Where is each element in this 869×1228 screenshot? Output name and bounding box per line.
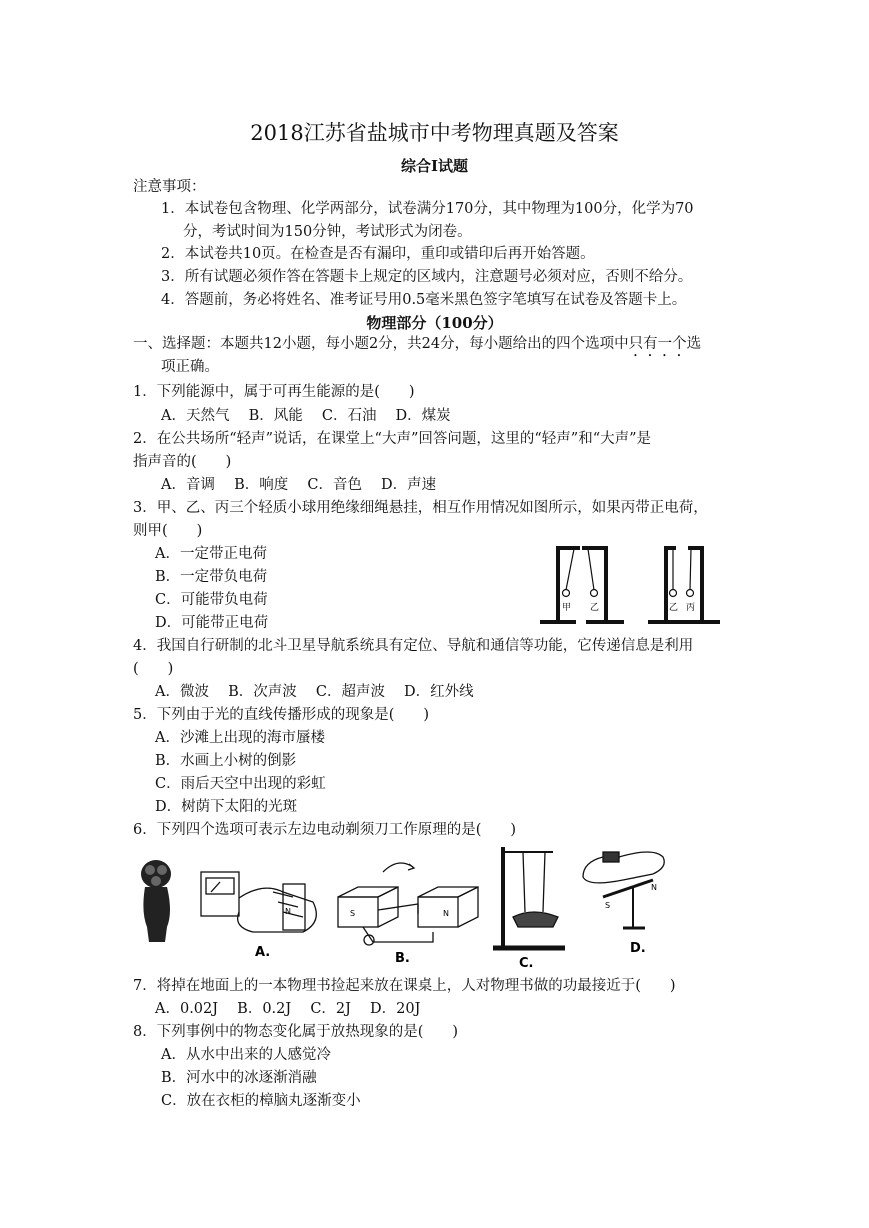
- question-8-option-b: B．河水中的冰逐渐消融: [161, 1070, 317, 1086]
- question-3-option-d: D．可能带正电荷: [155, 615, 269, 631]
- question-5-option-c: C．雨后天空中出现的彩虹: [155, 776, 326, 792]
- question-1-options: A．天然气 B．风能 C．石油 D．煤炭: [161, 408, 451, 424]
- question-6-stem: 6．下列四个选项可表示左边电动剃须刀工作原理的是( ): [133, 822, 517, 838]
- instruction-emphasis: 只有一个: [628, 336, 687, 352]
- notice-item-1-cont: 分，考试时间为150分钟，考试形式为闭卷。: [183, 224, 472, 240]
- question-5-stem: 5．下列由于光的直线传播形成的现象是( ): [133, 707, 430, 723]
- paper-subtitle: 综合Ⅰ试题: [400, 157, 469, 175]
- pole-label-b-s: S: [350, 909, 356, 918]
- question-3-option-c: C．可能带负电荷: [155, 592, 268, 608]
- question-3-stem: 3．甲、乙、丙三个轻质小球用绝缘细绳悬挂，相互作用情况如图所示，如果丙带正电荷，: [133, 500, 708, 516]
- question-3-option-a: A．一定带正电荷: [155, 546, 267, 562]
- question-7-options: A．0.02J B．0.2J C．2J D．20J: [155, 1001, 421, 1017]
- ball-label-jia: 甲: [562, 603, 572, 613]
- question-3-option-b: B．一定带负电荷: [155, 569, 268, 585]
- section-instruction-cont: 项正确。: [161, 359, 219, 375]
- question-7-stem: 7．将掉在地面上的一本物理书捡起来放在课桌上，人对物理书做的功最接近于( ): [133, 978, 676, 994]
- question-8-stem: 8．下列事例中的物态变化属于放热现象的是( ): [133, 1024, 459, 1040]
- question-5-option-a: A．沙滩上出现的海市蜃楼: [155, 730, 325, 746]
- notice-heading: 注意事项：: [133, 179, 206, 195]
- figure-label-c: C.: [519, 956, 534, 971]
- motor-principle-figure: [133, 842, 683, 972]
- notice-item-4: 4．答题前，务必将姓名、准考证号用0.5毫米黑色签字笔填写在试卷及答题卡上。: [161, 292, 687, 308]
- electric-shaver-icon: [141, 860, 171, 942]
- pole-label-d-n: N: [651, 883, 657, 892]
- pole-label-b-n: N: [443, 909, 449, 918]
- notice-item-1: 1．本试卷包含物理、化学两部分，试卷满分170分，其中物理为100分，化学为70: [161, 201, 694, 217]
- notice-item-3: 3．所有试题必须作答在答题卡上规定的区域内，注意题号必须对应，否则不给分。: [161, 269, 693, 285]
- figure-label-a: A.: [255, 945, 271, 960]
- figure-label-d: D.: [630, 941, 646, 956]
- page-title: 2018江苏省盐城市中考物理真题及答案: [250, 121, 619, 145]
- instruction-text: 一、选择题：本题共12小题，每小题2分，共24分，每小题给出的四个选项中: [133, 336, 629, 352]
- question-1-stem: 1．下列能源中，属于可再生能源的是( ): [133, 384, 415, 400]
- question-2-stem-cont: 指声音的( ): [133, 454, 232, 470]
- notice-item-2: 2．本试卷共10页。在检查是否有漏印，重印或错印后再开始答题。: [161, 246, 595, 262]
- charged-balls-figure: [536, 540, 726, 630]
- question-4-stem-cont: ( ): [133, 661, 174, 677]
- pole-label-d-s: S: [605, 901, 611, 910]
- question-5-option-d: D．树荫下太阳的光斑: [155, 799, 298, 815]
- ball-label-yi-2: 乙: [669, 603, 679, 613]
- question-8-option-c: C．放在衣柜的樟脑丸逐渐变小: [161, 1093, 361, 1109]
- question-3-stem-cont: 则甲( ): [133, 523, 203, 539]
- figure-label-b: B.: [395, 951, 410, 966]
- pole-label-a-n: N: [285, 907, 291, 916]
- ball-label-yi-1: 乙: [590, 603, 600, 613]
- question-4-options: A．微波 B．次声波 C．超声波 D．红外线: [155, 684, 474, 700]
- question-4-stem: 4．我国自行研制的北斗卫星导航系统具有定位、导航和通信等功能，它传递信息是利用: [133, 638, 694, 654]
- question-8-option-a: A．从水中出来的人感觉冷: [161, 1047, 331, 1063]
- instruction-text-end: 选: [686, 336, 702, 352]
- question-2-options: A．音调 B．响度 C．音色 D．声速: [161, 477, 437, 493]
- section-heading: 物理部分（100分）: [366, 314, 503, 332]
- question-2-stem: 2．在公共场所“轻声”说话，在课堂上“大声”回答问题，这里的“轻声”和“大声”是: [133, 431, 652, 447]
- ball-label-bing: 丙: [686, 603, 696, 613]
- question-5-option-b: B．水画上小树的倒影: [155, 753, 297, 769]
